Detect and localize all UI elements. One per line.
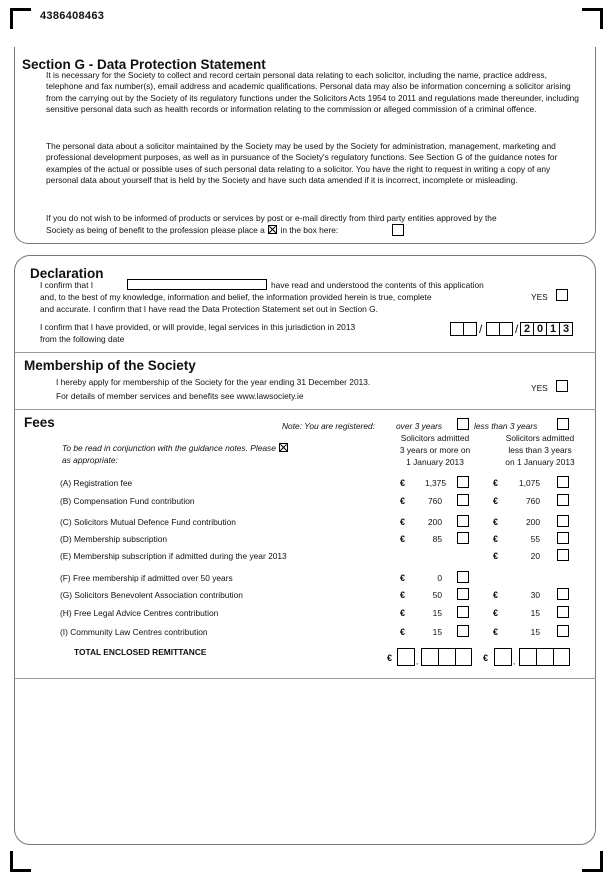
fee-checkbox-col2[interactable] [557,494,569,506]
fee-checkbox-col1[interactable] [457,515,469,527]
thousands-separator: , [416,656,419,666]
total-col2-units-box[interactable] [519,648,570,666]
fee-amount-col1: 85 [432,534,442,544]
fee-checkbox-col2[interactable] [557,515,569,527]
euro-sign: € [493,627,499,637]
year-digit: 2 [520,322,534,336]
fee-amount-col1: 1,375 [425,478,446,488]
col1-header-3: 1 January 2013 [406,457,464,467]
registered-over-3-checkbox[interactable] [457,418,469,430]
fee-amount-col1: 760 [428,496,442,506]
declaration-title: Declaration [30,266,104,281]
fee-amount-col2: 15 [530,608,540,618]
fee-checkbox-col1[interactable] [457,625,469,637]
membership-title: Membership of the Society [24,358,196,373]
euro-sign: € [400,573,406,583]
fee-checkbox-col2[interactable] [557,588,569,600]
membership-yes-label: YES [531,383,548,393]
date-separator: / [515,322,519,336]
divider [14,409,596,410]
col1-header-2: 3 years or more on [399,445,471,455]
fee-amount-col1: 200 [428,517,442,527]
fee-row-label: (F) Free membership if admitted over 50 years [60,573,233,583]
fee-amount-col2: 760 [526,496,540,506]
month-digit-1[interactable] [486,322,500,336]
euro-sign: € [387,653,393,663]
fee-row-label: (I) Community Law Centres contribution [60,627,208,637]
fee-checkbox-col2[interactable] [557,549,569,561]
membership-line-2: For details of member services and benefits see www.lawsociety.ie [56,391,304,401]
euro-sign: € [400,496,406,506]
total-col1-thousands-box[interactable] [397,648,415,666]
cross-mark-icon [279,443,288,452]
declaration-line-3: and accurate. I confirm that I have read the Data Protection Statement set out in Section G. [40,304,378,314]
guidance-note-line-2: as appropriate: [62,455,118,465]
divider [14,352,596,353]
total-remittance-label: TOTAL ENCLOSED REMITTANCE [74,647,207,657]
opt-out-line-1: If you do not wish to be informed of products or services by post or e-mail directly from third party entities approved by the [46,213,497,223]
fee-amount-col1: 15 [432,627,442,637]
opt-out-checkbox[interactable] [392,224,404,236]
legal-services-line-2: from the following date [40,334,125,344]
fee-checkbox-col2[interactable] [557,606,569,618]
declaration-line-2: and, to the best of my knowledge, information and belief, the information provided herein is true, complete [40,292,432,302]
membership-line-1: I hereby apply for membership of the Society for the year ending 31 December 2013. [56,377,371,387]
declaration-yes-label: YES [531,292,548,302]
digit-divider [438,649,439,665]
legal-services-line-1: I confirm that I have provided, or will provide, legal services in this jurisdiction in 2013 [40,322,356,332]
fee-checkbox-col2[interactable] [557,532,569,544]
crop-mark-bottom-right [582,851,603,872]
euro-sign: € [493,517,499,527]
euro-sign: € [493,478,499,488]
data-protection-para-2: The personal data about a solicitor maintained by the Society may be used by the Society for administration, management, marketing and professional development purposes, as well as in pursuance of the Society's regulatory functions. See Section G of the guidance notes for examples of the actual or possible uses of such personal data relating to a solicitor. You have the right to request in writing a copy of any personal data about yourself that is held by the Society and have such data amended if it is incorrect, incomplete or misleading. [46,141,558,186]
crop-mark-top-left [10,8,31,29]
opt-out-text-b: in the box here: [280,225,339,235]
fees-title: Fees [24,415,55,430]
digit-divider [536,649,537,665]
fee-row-label: (D) Membership subscription [60,534,168,544]
euro-sign: € [483,653,489,663]
opt-out-text-a: Society as being of benefit to the profession please place a [46,225,265,235]
crop-mark-top-right [582,8,603,29]
fee-checkbox-col2[interactable] [557,625,569,637]
col2-header-1: Solicitors admitted [505,433,575,443]
fee-amount-col2: 200 [526,517,540,527]
euro-sign: € [493,496,499,506]
opt-out-line-2 [46,225,338,235]
month-digit-2[interactable] [499,322,513,336]
fee-checkbox-col1[interactable] [457,476,469,488]
membership-yes-checkbox[interactable] [556,380,568,392]
fee-amount-col2: 30 [530,590,540,600]
section-g-title: Section G - Data Protection Statement [22,57,266,72]
year-digit: 1 [546,322,560,336]
registered-note: Note: You are registered: [282,421,375,431]
document-id: 4386408463 [40,10,105,22]
fee-amount-col2: 1,075 [519,478,540,488]
guidance-text-a: To be read in conjunction with the guidance notes. Please [62,443,276,453]
fee-row-label: (A) Registration fee [60,478,133,488]
fee-row-label: (C) Solicitors Mutual Defence Fund contribution [60,517,236,527]
fee-amount-col1: 50 [432,590,442,600]
fee-checkbox-col2[interactable] [557,476,569,488]
registered-over-3-label: over 3 years [396,421,443,431]
fee-amount-col2: 20 [530,551,540,561]
fee-checkbox-col1[interactable] [457,606,469,618]
digit-divider [553,649,554,665]
fee-amount-col1: 15 [432,608,442,618]
cross-mark-icon [268,225,277,234]
fee-amount-col2: 55 [530,534,540,544]
data-protection-para-1: It is necessary for the Society to collect and record certain personal data relating to each solicitor, including the name, practice address, telephone and fax number(s), email address and academic qualifications. Personal data may also be information concerning a solicitor arising from the carrying out by the Society of its regulatory functions under the Solicitors Acts 1954 to 2011 and regulations made thereunder, including sensitive personal data such as health records or information relating to the commission or alleged commission of a criminal offence. [46,70,579,115]
col2-header-2: less than 3 years [508,445,572,455]
fee-checkbox-col1[interactable] [457,588,469,600]
fee-amount-col2: 15 [530,627,540,637]
fee-amount-col1: 0 [437,573,442,583]
euro-sign: € [493,551,499,561]
thousands-separator: , [513,656,516,666]
total-col1-units-box[interactable] [421,648,472,666]
euro-sign: € [400,534,406,544]
euro-sign: € [493,608,499,618]
year-digit: 0 [533,322,547,336]
fee-row-label: (G) Solicitors Benevolent Association contribution [60,590,243,600]
divider [14,678,596,679]
digit-divider [455,649,456,665]
year-digit: 3 [559,322,573,336]
day-digit-2[interactable] [463,322,477,336]
total-col2-thousands-box[interactable] [494,648,512,666]
declaration-yes-checkbox[interactable] [556,289,568,301]
col2-header-3: on 1 January 2013 [505,457,575,467]
day-digit-1[interactable] [450,322,464,336]
euro-sign: € [493,590,499,600]
date-separator: / [479,322,483,336]
registered-less-3-checkbox[interactable] [557,418,569,430]
fee-row-label: (H) Free Legal Advice Centres contribution [60,608,219,618]
fee-row-label: (B) Compensation Fund contribution [60,496,195,506]
fee-checkbox-col1[interactable] [457,571,469,583]
solicitor-name-field[interactable] [127,279,267,290]
guidance-note-line-1 [62,443,289,453]
declaration-line-1a: I confirm that I [40,280,94,290]
crop-mark-bottom-left [10,851,31,872]
fee-checkbox-col1[interactable] [457,532,469,544]
euro-sign: € [493,534,499,544]
euro-sign: € [400,590,406,600]
euro-sign: € [400,627,406,637]
fee-row-label: (E) Membership subscription if admitted during the year 2013 [60,551,287,561]
fee-checkbox-col1[interactable] [457,494,469,506]
declaration-line-1b: have read and understood the contents of this application [271,280,484,290]
col1-header-1: Solicitors admitted [400,433,470,443]
euro-sign: € [400,608,406,618]
euro-sign: € [400,478,406,488]
euro-sign: € [400,517,406,527]
registered-less-3-label: less than 3 years [474,421,538,431]
